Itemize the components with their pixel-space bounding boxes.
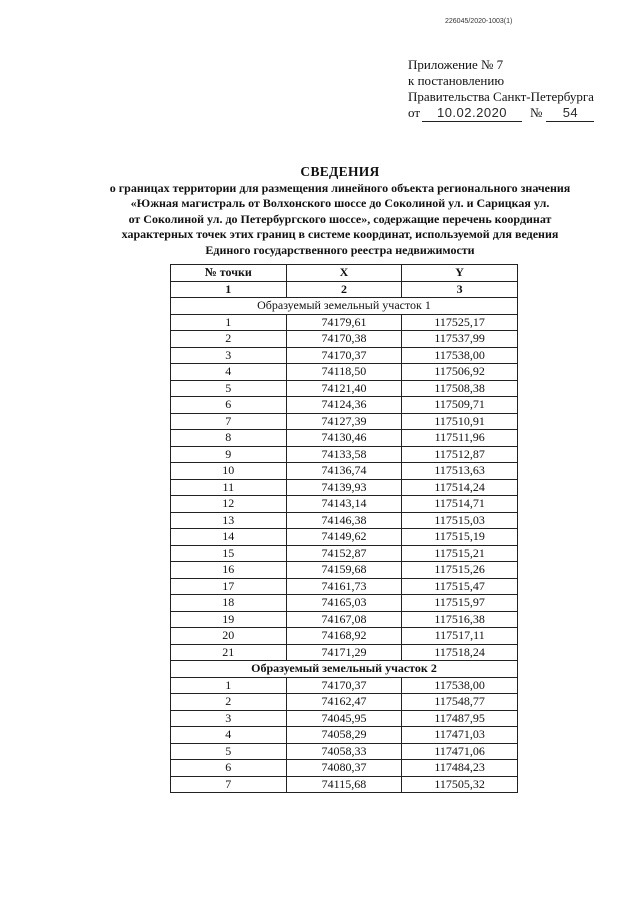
table-row [171,446,518,463]
point-number-cell: 15 [171,545,287,562]
point-number-cell: 1 [171,677,287,694]
x-cell: 74165,03 [286,595,402,612]
table-row [171,512,518,529]
x-cell: 74170,38 [286,331,402,348]
point-number-cell: 16 [171,562,287,579]
y-cell: 117525,17 [402,314,518,331]
x-cell: 74170,37 [286,677,402,694]
table-row [171,430,518,447]
point-number-cell: 3 [171,347,287,364]
point-number-cell: 5 [171,743,287,760]
y-cell: 117548,77 [402,694,518,711]
y-cell: 117515,47 [402,578,518,595]
appendix-government: Правительства Санкт-Петербурга [408,89,594,104]
header-x: X [286,265,402,282]
point-number-cell: 4 [171,364,287,381]
table-row [171,727,518,744]
y-cell: 117538,00 [402,677,518,694]
y-cell: 117515,21 [402,545,518,562]
y-cell: 117514,24 [402,479,518,496]
page-title: СВЕДЕНИЯ [300,164,380,179]
point-number-cell: 3 [171,710,287,727]
table-row [171,413,518,430]
point-number-cell: 7 [171,776,287,793]
table-row [171,529,518,546]
table-row [171,628,518,645]
table-row [171,694,518,711]
x-cell: 74159,68 [286,562,402,579]
handwritten-date: 10.02.2020 [422,105,522,122]
x-cell: 74146,38 [286,512,402,529]
x-cell: 74115,68 [286,776,402,793]
y-cell: 117512,87 [402,446,518,463]
title-line: о границах территории для размещения линейного объекта регионального значения [109,180,571,195]
x-cell: 74133,58 [286,446,402,463]
point-number-cell: 6 [171,397,287,414]
header-point-number: № точки [171,265,287,282]
y-cell: 117518,24 [402,644,518,661]
table-row [171,776,518,793]
point-number-cell: 17 [171,578,287,595]
point-number-cell: 6 [171,760,287,777]
table-row [171,397,518,414]
point-number-cell: 10 [171,463,287,480]
point-number-cell: 1 [171,314,287,331]
x-cell: 74121,40 [286,380,402,397]
table-row [171,496,518,513]
point-number-cell: 12 [171,496,287,513]
point-number-cell: 8 [171,430,287,447]
number-prefix: № [530,105,543,120]
x-cell: 74149,62 [286,529,402,546]
x-cell: 74045,95 [286,710,402,727]
y-cell: 117515,97 [402,595,518,612]
x-cell: 74124,36 [286,397,402,414]
section-title: Образуемый земельный участок 2 [171,661,518,678]
x-cell: 74170,37 [286,347,402,364]
appendix-date-line [408,105,594,122]
table-row [171,578,518,595]
y-cell: 117471,06 [402,743,518,760]
x-cell: 74130,46 [286,430,402,447]
point-number-cell: 2 [171,331,287,348]
point-number-cell: 7 [171,413,287,430]
y-cell: 117517,11 [402,628,518,645]
y-cell: 117516,38 [402,611,518,628]
title-line: Единого государственного реестра недвижимости [205,242,475,257]
point-number-cell: 18 [171,595,287,612]
table-row [171,347,518,364]
table-header-row [171,265,518,282]
table-row [171,710,518,727]
table-row [171,545,518,562]
point-number-cell: 13 [171,512,287,529]
point-number-cell: 4 [171,727,287,744]
y-cell: 117514,71 [402,496,518,513]
section-title: Образуемый земельный участок 1 [171,298,518,315]
table-row [171,677,518,694]
y-cell: 117538,00 [402,347,518,364]
x-cell: 74058,29 [286,727,402,744]
column-number: 2 [286,281,402,298]
x-cell: 74161,73 [286,578,402,595]
x-cell: 74162,47 [286,694,402,711]
point-number-cell: 19 [171,611,287,628]
title-line: «Южная магистраль от Волхонского шоссе до Соколиной ул. и Сарицкая ул. [130,196,550,210]
title-line: от Соколиной ул. до Петербургского шоссе», содержащие перечень координат [128,211,552,226]
point-number-cell: 20 [171,628,287,645]
table-row [171,611,518,628]
table-body [171,298,518,793]
y-cell: 117506,92 [402,364,518,381]
x-cell: 74152,87 [286,545,402,562]
y-cell: 117509,71 [402,397,518,414]
y-cell: 117510,91 [402,413,518,430]
column-number: 3 [402,281,518,298]
point-number-cell: 21 [171,644,287,661]
date-prefix: от [408,105,421,120]
x-cell: 74143,14 [286,496,402,513]
table-row [171,595,518,612]
table-row [171,314,518,331]
x-cell: 74080,37 [286,760,402,777]
x-cell: 74167,08 [286,611,402,628]
x-cell: 74058,33 [286,743,402,760]
column-number-row [171,281,518,298]
y-cell: 117515,03 [402,512,518,529]
x-cell: 74136,74 [286,463,402,480]
section-row [171,298,518,315]
x-cell: 74168,92 [286,628,402,645]
table-row [171,743,518,760]
table-row [171,380,518,397]
appendix-number: Приложение № 7 [408,57,504,72]
y-cell: 117505,32 [402,776,518,793]
table-row [171,562,518,579]
title-line: характерных точек этих границ в системе координат, используемой для ведения [121,227,559,241]
column-number: 1 [171,281,287,298]
x-cell: 74127,39 [286,413,402,430]
y-cell: 117537,99 [402,331,518,348]
section-row [171,661,518,678]
x-cell: 74118,50 [286,364,402,381]
y-cell: 117511,96 [402,430,518,447]
table-row [171,463,518,480]
coordinates-table [170,264,518,793]
y-cell: 117471,03 [402,727,518,744]
point-number-cell: 9 [171,446,287,463]
point-number-cell: 5 [171,380,287,397]
appendix-resolution: к постановлению [408,73,505,88]
document-id: 226045/2020-1003(1) [445,18,513,25]
y-cell: 117515,19 [402,529,518,546]
y-cell: 117515,26 [402,562,518,579]
table-row [171,479,518,496]
x-cell: 74139,93 [286,479,402,496]
y-cell: 117487,95 [402,710,518,727]
header-y: Y [402,265,518,282]
title-block [80,164,600,258]
appendix-block [408,57,594,122]
point-number-cell: 14 [171,529,287,546]
table-row [171,331,518,348]
table-row [171,364,518,381]
y-cell: 117508,38 [402,380,518,397]
table-row [171,760,518,777]
x-cell: 74171,29 [286,644,402,661]
y-cell: 117484,23 [402,760,518,777]
point-number-cell: 11 [171,479,287,496]
point-number-cell: 2 [171,694,287,711]
handwritten-number: 54 [546,105,594,122]
table-row [171,644,518,661]
y-cell: 117513,63 [402,463,518,480]
x-cell: 74179,61 [286,314,402,331]
